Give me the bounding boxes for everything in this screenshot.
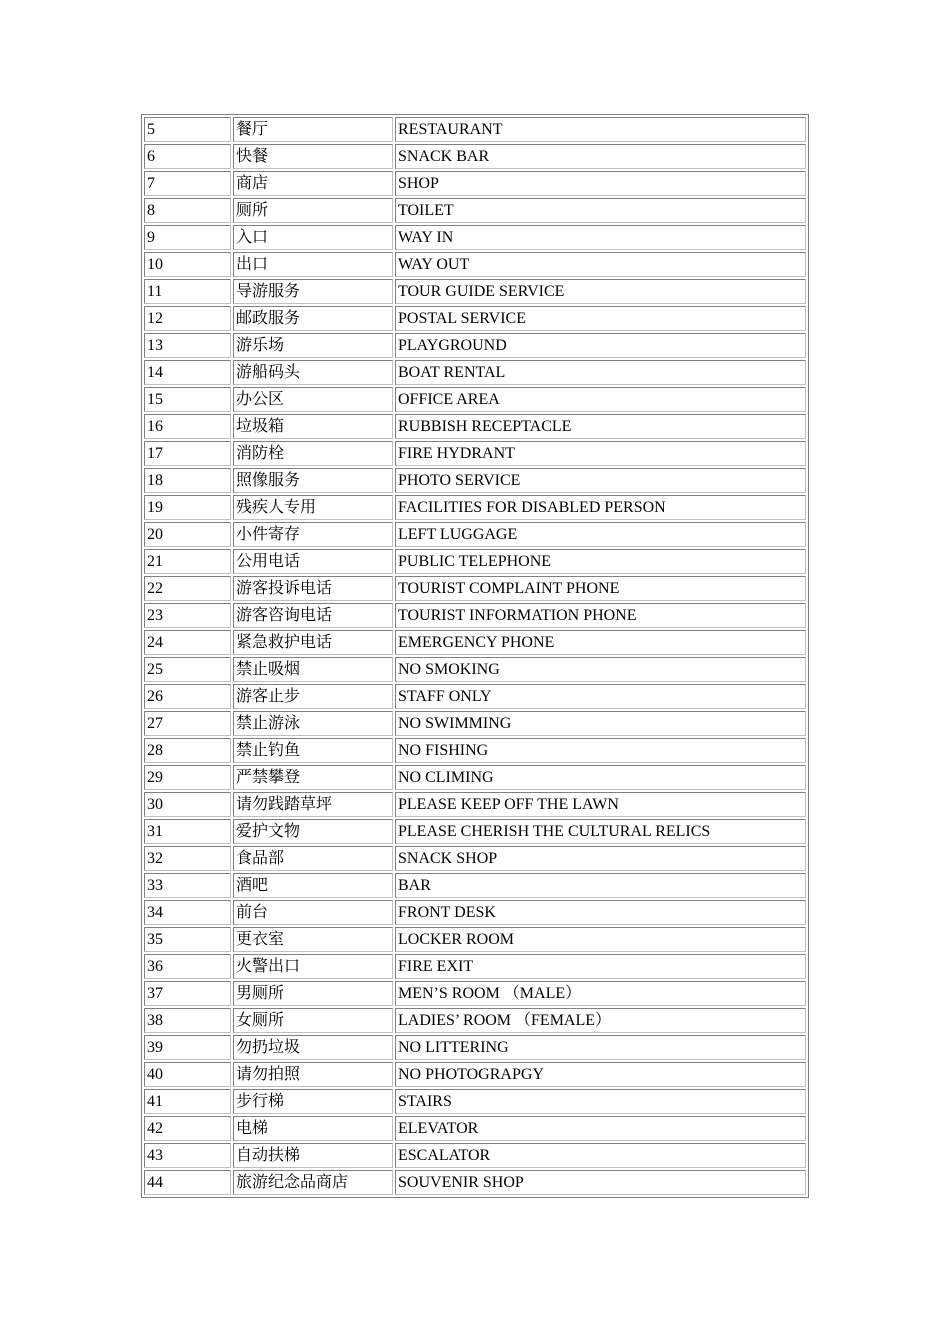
english-term-cell: PHOTO SERVICE xyxy=(395,468,806,493)
english-term-cell: NO SMOKING xyxy=(395,657,806,682)
table-row xyxy=(144,603,806,628)
row-number-cell: 43 xyxy=(144,1143,231,1168)
english-term-cell: RESTAURANT xyxy=(395,117,806,142)
chinese-term-cell: 邮政服务 xyxy=(233,306,393,331)
row-number-cell: 12 xyxy=(144,306,231,331)
chinese-term-cell: 餐厅 xyxy=(233,117,393,142)
chinese-term-cell: 步行梯 xyxy=(233,1089,393,1114)
english-term-cell: EMERGENCY PHONE xyxy=(395,630,806,655)
chinese-term-cell: 垃圾箱 xyxy=(233,414,393,439)
table-row xyxy=(144,846,806,871)
chinese-term-cell: 电梯 xyxy=(233,1116,393,1141)
english-term-cell: BAR xyxy=(395,873,806,898)
chinese-term-cell: 游客止步 xyxy=(233,684,393,709)
chinese-term-cell: 严禁攀登 xyxy=(233,765,393,790)
chinese-term-cell: 游乐场 xyxy=(233,333,393,358)
row-number-cell: 7 xyxy=(144,171,231,196)
chinese-term-cell: 商店 xyxy=(233,171,393,196)
english-term-cell: TOUR GUIDE SERVICE xyxy=(395,279,806,304)
chinese-term-cell: 请勿践踏草坪 xyxy=(233,792,393,817)
row-number-cell: 42 xyxy=(144,1116,231,1141)
chinese-term-cell: 残疾人专用 xyxy=(233,495,393,520)
english-term-cell: SOUVENIR SHOP xyxy=(395,1170,806,1195)
english-term-cell: FIRE HYDRANT xyxy=(395,441,806,466)
english-term-cell: SHOP xyxy=(395,171,806,196)
english-term-cell: ELEVATOR xyxy=(395,1116,806,1141)
row-number-cell: 15 xyxy=(144,387,231,412)
english-term-cell: WAY OUT xyxy=(395,252,806,277)
table-row xyxy=(144,198,806,223)
table-row xyxy=(144,981,806,1006)
row-number-cell: 5 xyxy=(144,117,231,142)
english-term-cell: ESCALATOR xyxy=(395,1143,806,1168)
row-number-cell: 26 xyxy=(144,684,231,709)
table-row xyxy=(144,279,806,304)
english-term-cell: TOURIST INFORMATION PHONE xyxy=(395,603,806,628)
english-term-cell: STAIRS xyxy=(395,1089,806,1114)
english-term-cell: LOCKER ROOM xyxy=(395,927,806,952)
table-row xyxy=(144,738,806,763)
row-number-cell: 8 xyxy=(144,198,231,223)
chinese-term-cell: 女厕所 xyxy=(233,1008,393,1033)
row-number-cell: 13 xyxy=(144,333,231,358)
table-row xyxy=(144,441,806,466)
table-row xyxy=(144,1008,806,1033)
table-row xyxy=(144,711,806,736)
table-row xyxy=(144,927,806,952)
row-number-cell: 9 xyxy=(144,225,231,250)
chinese-term-cell: 禁止游泳 xyxy=(233,711,393,736)
english-term-cell: NO SWIMMING xyxy=(395,711,806,736)
chinese-term-cell: 游客投诉电话 xyxy=(233,576,393,601)
table-row xyxy=(144,900,806,925)
chinese-term-cell: 禁止钓鱼 xyxy=(233,738,393,763)
chinese-term-cell: 男厕所 xyxy=(233,981,393,1006)
row-number-cell: 37 xyxy=(144,981,231,1006)
table-row xyxy=(144,225,806,250)
sign-translation-table xyxy=(141,114,809,1198)
english-term-cell: FIRE EXIT xyxy=(395,954,806,979)
table-row xyxy=(144,873,806,898)
english-term-cell: LEFT LUGGAGE xyxy=(395,522,806,547)
chinese-term-cell: 紧急救护电话 xyxy=(233,630,393,655)
chinese-term-cell: 厕所 xyxy=(233,198,393,223)
table-row xyxy=(144,360,806,385)
chinese-term-cell: 更衣室 xyxy=(233,927,393,952)
table-body xyxy=(144,117,806,1195)
table-row xyxy=(144,819,806,844)
english-term-cell: NO CLIMING xyxy=(395,765,806,790)
chinese-term-cell: 前台 xyxy=(233,900,393,925)
english-term-cell: POSTAL SERVICE xyxy=(395,306,806,331)
table-row xyxy=(144,1035,806,1060)
table-row xyxy=(144,1062,806,1087)
row-number-cell: 11 xyxy=(144,279,231,304)
row-number-cell: 39 xyxy=(144,1035,231,1060)
table-row xyxy=(144,1089,806,1114)
table-row xyxy=(144,387,806,412)
row-number-cell: 44 xyxy=(144,1170,231,1195)
row-number-cell: 27 xyxy=(144,711,231,736)
table-row xyxy=(144,306,806,331)
table-row xyxy=(144,333,806,358)
table-row xyxy=(144,792,806,817)
table-row xyxy=(144,1143,806,1168)
table-row xyxy=(144,1170,806,1195)
row-number-cell: 23 xyxy=(144,603,231,628)
english-term-cell: LADIES’ ROOM （FEMALE） xyxy=(395,1008,806,1033)
chinese-term-cell: 照像服务 xyxy=(233,468,393,493)
english-term-cell: SNACK BAR xyxy=(395,144,806,169)
chinese-term-cell: 办公区 xyxy=(233,387,393,412)
english-term-cell: WAY IN xyxy=(395,225,806,250)
row-number-cell: 34 xyxy=(144,900,231,925)
english-term-cell: NO FISHING xyxy=(395,738,806,763)
chinese-term-cell: 禁止吸烟 xyxy=(233,657,393,682)
table-row xyxy=(144,117,806,142)
row-number-cell: 21 xyxy=(144,549,231,574)
english-term-cell: NO LITTERING xyxy=(395,1035,806,1060)
row-number-cell: 22 xyxy=(144,576,231,601)
row-number-cell: 25 xyxy=(144,657,231,682)
chinese-term-cell: 消防栓 xyxy=(233,441,393,466)
chinese-term-cell: 自动扶梯 xyxy=(233,1143,393,1168)
row-number-cell: 29 xyxy=(144,765,231,790)
english-term-cell: FRONT DESK xyxy=(395,900,806,925)
english-term-cell: BOAT RENTAL xyxy=(395,360,806,385)
chinese-term-cell: 入口 xyxy=(233,225,393,250)
chinese-term-cell: 旅游纪念品商店 xyxy=(233,1170,393,1195)
english-term-cell: SNACK SHOP xyxy=(395,846,806,871)
english-term-cell: NO PHOTOGRAPGY xyxy=(395,1062,806,1087)
row-number-cell: 32 xyxy=(144,846,231,871)
chinese-term-cell: 游船码头 xyxy=(233,360,393,385)
english-term-cell: TOILET xyxy=(395,198,806,223)
table-row xyxy=(144,468,806,493)
row-number-cell: 20 xyxy=(144,522,231,547)
row-number-cell: 28 xyxy=(144,738,231,763)
chinese-term-cell: 爱护文物 xyxy=(233,819,393,844)
english-term-cell: PLAYGROUND xyxy=(395,333,806,358)
row-number-cell: 6 xyxy=(144,144,231,169)
row-number-cell: 31 xyxy=(144,819,231,844)
row-number-cell: 18 xyxy=(144,468,231,493)
chinese-term-cell: 小件寄存 xyxy=(233,522,393,547)
english-term-cell: RUBBISH RECEPTACLE xyxy=(395,414,806,439)
row-number-cell: 38 xyxy=(144,1008,231,1033)
table-row xyxy=(144,495,806,520)
row-number-cell: 10 xyxy=(144,252,231,277)
row-number-cell: 35 xyxy=(144,927,231,952)
row-number-cell: 24 xyxy=(144,630,231,655)
table-row xyxy=(144,522,806,547)
chinese-term-cell: 勿扔垃圾 xyxy=(233,1035,393,1060)
table-row xyxy=(144,549,806,574)
table-row xyxy=(144,252,806,277)
row-number-cell: 41 xyxy=(144,1089,231,1114)
chinese-term-cell: 导游服务 xyxy=(233,279,393,304)
english-term-cell: STAFF ONLY xyxy=(395,684,806,709)
chinese-term-cell: 食品部 xyxy=(233,846,393,871)
english-term-cell: FACILITIES FOR DISABLED PERSON xyxy=(395,495,806,520)
table-row xyxy=(144,171,806,196)
table-row xyxy=(144,144,806,169)
row-number-cell: 33 xyxy=(144,873,231,898)
row-number-cell: 16 xyxy=(144,414,231,439)
table-row xyxy=(144,765,806,790)
chinese-term-cell: 快餐 xyxy=(233,144,393,169)
row-number-cell: 19 xyxy=(144,495,231,520)
row-number-cell: 30 xyxy=(144,792,231,817)
table-row xyxy=(144,954,806,979)
english-term-cell: OFFICE AREA xyxy=(395,387,806,412)
row-number-cell: 14 xyxy=(144,360,231,385)
chinese-term-cell: 火警出口 xyxy=(233,954,393,979)
row-number-cell: 36 xyxy=(144,954,231,979)
english-term-cell: TOURIST COMPLAINT PHONE xyxy=(395,576,806,601)
row-number-cell: 17 xyxy=(144,441,231,466)
chinese-term-cell: 公用电话 xyxy=(233,549,393,574)
english-term-cell: PLEASE CHERISH THE CULTURAL RELICS xyxy=(395,819,806,844)
chinese-term-cell: 游客咨询电话 xyxy=(233,603,393,628)
table-row xyxy=(144,657,806,682)
chinese-term-cell: 出口 xyxy=(233,252,393,277)
english-term-cell: PUBLIC TELEPHONE xyxy=(395,549,806,574)
chinese-term-cell: 请勿拍照 xyxy=(233,1062,393,1087)
table-row xyxy=(144,576,806,601)
table-row xyxy=(144,414,806,439)
table-row xyxy=(144,684,806,709)
chinese-term-cell: 酒吧 xyxy=(233,873,393,898)
table-row xyxy=(144,630,806,655)
english-term-cell: PLEASE KEEP OFF THE LAWN xyxy=(395,792,806,817)
table-row xyxy=(144,1116,806,1141)
english-term-cell: MEN’S ROOM （MALE） xyxy=(395,981,806,1006)
row-number-cell: 40 xyxy=(144,1062,231,1087)
